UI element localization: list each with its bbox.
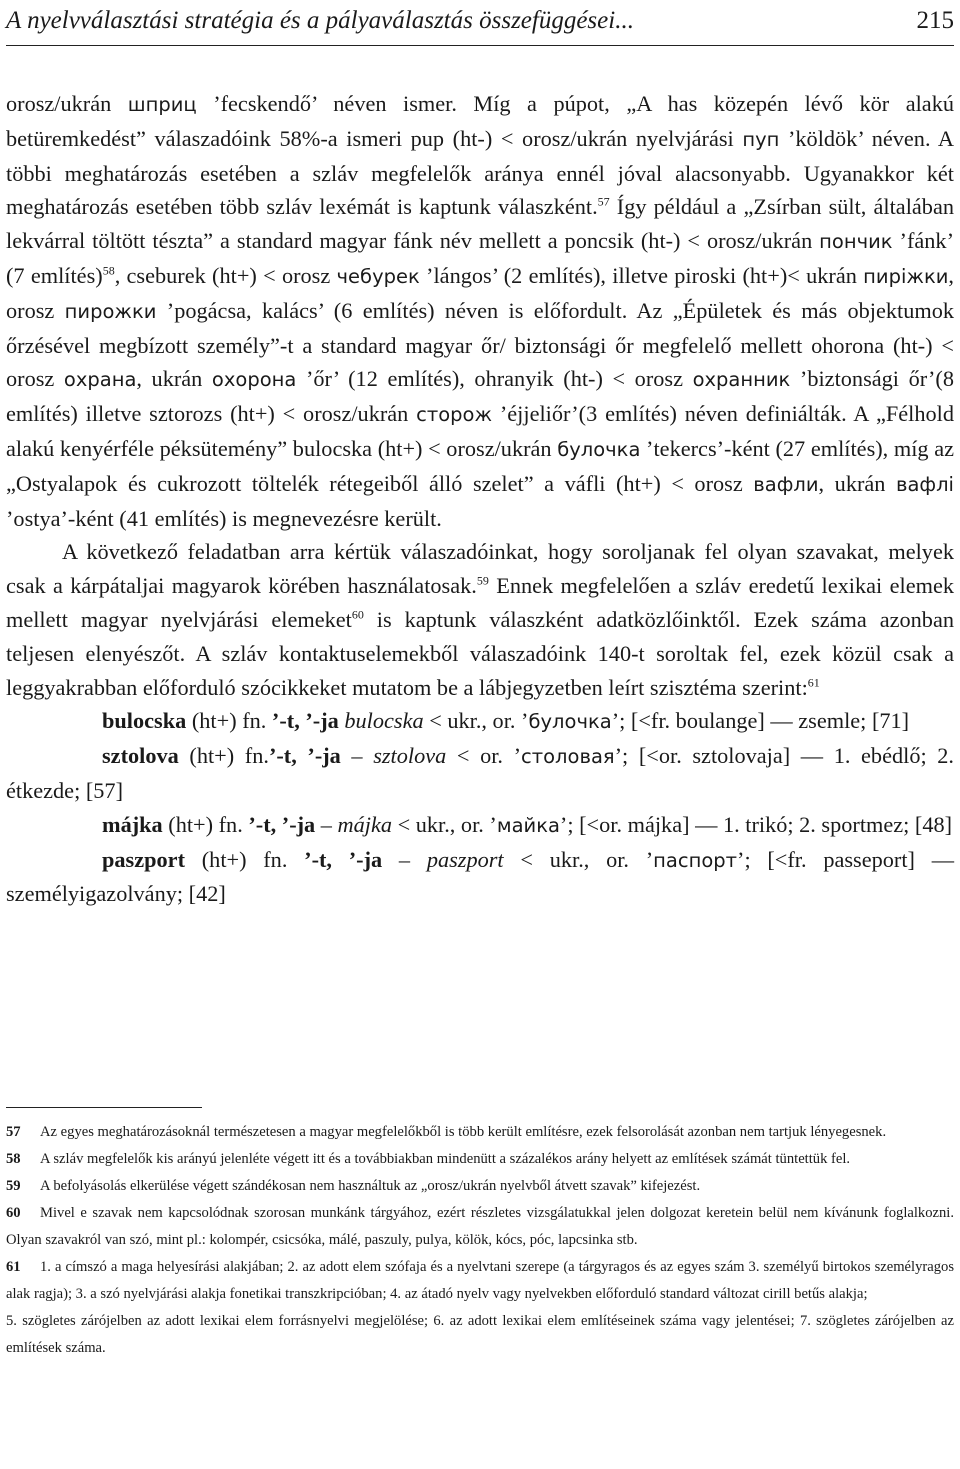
- footnote-number: 59: [6, 1178, 21, 1194]
- footnote-number: 57: [6, 1124, 21, 1140]
- main-text: [6, 87, 954, 911]
- footnote-61: 61 1. a címszó a maga helyesírási alakjában; 2. az adott elem szófaja és a nyelvtani szerepe (a tárgyragos és az egyes szám 3. személyű birtokos személyragos alak ragja); 3. a szó nyelvjárási alakja fonetikai transzkripcióban; 4. az átadó nyelv vagy nyelvekben előforduló standard változat cirill betűs alakja;: [6, 1254, 954, 1308]
- header-rule: [6, 45, 954, 46]
- dictionary-entry-paszport: paszport (ht+) fn. ’-t, ’-ja – paszport < ukr., or. ’паспорт’; [<fr. passeport] — személyigazolvány; [42]: [6, 846, 954, 907]
- entry-headword: paszport: [102, 846, 185, 872]
- dictionary-entry-majka: májka (ht+) fn. ’-t, ’-ja – májka < ukr., or. ’майка’; [<or. májka] — 1. trikó; 2. sportmez; [48]: [102, 811, 953, 837]
- footnote-ref-61[interactable]: 61: [807, 675, 820, 690]
- footnote-ref-60[interactable]: 60: [351, 607, 364, 622]
- footnote-59: 59 A befolyásolás elkerülése végett szándékosan nem használtuk az „orosz/ukrán nyelvből átvett szavak” kifejezést.: [6, 1173, 954, 1200]
- footnote-number: 58: [6, 1151, 21, 1167]
- footnote-separator: [6, 1107, 202, 1108]
- footnote-ref-57[interactable]: 57: [597, 194, 610, 209]
- running-header: [6, 4, 954, 44]
- footnote-61-continuation: 5. szögletes zárójelben az adott lexikai elem forrásnyelvi megjelölése; 6. az adott lexikai elem említéseinek száma vagy jelentései; 7. szögletes zárójelben az említések száma.: [6, 1313, 954, 1356]
- dictionary-entry-bulocska: bulocska (ht+) fn. ’-t, ’-ja bulocska < ukr., or. ’булочка’; [<fr. boulange] — zsemle; [71]: [102, 708, 910, 734]
- page-number: 215: [916, 7, 954, 34]
- paragraph-2: A következő feladatban arra kértük válaszadóinkat, hogy soroljanak fel olyan szavakat, melyek csak a kárpátaljai magyarok körében használatosak.$^{59}$ Ennek megfelelően a szláv eredetű lexikai elemek mellett magyar nyelvjárási elemeket$^{60}$ is kaptunk válaszként adatközlőinktől. Ezek száma azonban teljesen elenyészőt. A szláv kontaktuselemekből válaszadóink 140-t soroltak fel, ezek közül csak a leggyakrabban előforduló szócikkeket mutatom be a lábjegyzetben leírt szisztéma szerint:$^{61}$: [6, 539, 954, 700]
- footnote-ref-58[interactable]: 58: [102, 263, 115, 278]
- entry-headword: sztolova: [102, 743, 179, 769]
- entry-headword: májka: [102, 811, 163, 837]
- footnote-number: 60: [6, 1205, 21, 1221]
- footnote-60: 60 Mivel e szavak nem kapcsolódnak szorosan munkánk tárgyához, ezért részletes vizsgálatukkal jelen dolgozat keretein belül nem kívánunk foglalkozni. Olyan szavakról van szó, mint pl.: kolompér, csicsóka, málé, paszuly, pulya, kölök, kócs, póc, lapcsinka stb.: [6, 1200, 954, 1254]
- running-title: A nyelvválasztási stratégia és a pályaválasztás összefüggései...: [6, 7, 634, 34]
- footnote-number: 61: [6, 1259, 21, 1275]
- footnote-ref-59[interactable]: 59: [476, 573, 489, 588]
- footnote-57: 57 Az egyes meghatározásoknál természetesen a magyar megfelelőkből is több került említésre, ezek felsorolását azonban nem tartjuk lényegesnek.: [6, 1119, 954, 1146]
- dictionary-entry-sztolova: sztolova (ht+) fn.’-t, ’-ja – sztolova < or. ’столовая’; [<or. sztolovaja] — 1. ebédlő; 2. étkezde; [57]: [6, 743, 954, 803]
- footnotes: [6, 1119, 954, 1362]
- paragraph-1: orosz/ukrán шприц ’fecskendő’ néven ismer. Míg a púpot, „A has közepén lévő kör alakú betüremkedést” válaszadóink 58%-a ismeri pup (ht-) < orosz/ukrán nyelvjárási пуп ’köldök’ néven. A többi meghatározás esetében a szláv megfelelők aránya ennél jóval alacsonyabb. Ugyanakkor két meghatározás esetében több szláv lexémát is kaptunk válaszként.$^{57}$ Így például a „Zsírban sült, általában lekvárral töltött tészta” a standard magyar fánk név mellett a poncsik (ht-) < orosz/ukrán пончик ’fánk’ (7 említés)$^{58}$, cseburek (ht+) < orosz чебурек ’lángos’ (2 említés), illetve piroski (ht+)< ukrán пиріжки, orosz пирожки ’pogácsa, kalács’ (6 említés) néven is előfordult. Az „Épületek és más objektumok őrzésével megbízott személy”-t a standard magyar őr/ biztonsági őr megfelelő mellett ohorona (ht-) < orosz охрана, ukrán охорона ’őr’ (12 említés), ohranyik (ht-) < orosz охранник ’biztonsági őr’(8 említés) illetve sztorozs (ht+) < orosz/ukrán сторож ’éjjeliőr’(3 említés) néven definiálták. A „Félhold alakú kenyérféle péksütemény” bulocska (ht+) < orosz/ukrán булочка ’tekercs’-ként (27 említés), míg az „Ostyalapok és cukrozott töltelék rétegeiből álló szelet” a váfli (ht+) < orosz вафли, ukrán вафлі ’ostya’-ként (41 említés) is megnevezésre került.: [6, 91, 955, 531]
- footnote-58: 58 A szláv megfelelők kis arányú jelenléte végett itt és a továbbiakban mindenütt a százalékos arány helyett az említések számát tüntettük fel.: [6, 1146, 954, 1173]
- entry-headword: bulocska: [102, 708, 187, 734]
